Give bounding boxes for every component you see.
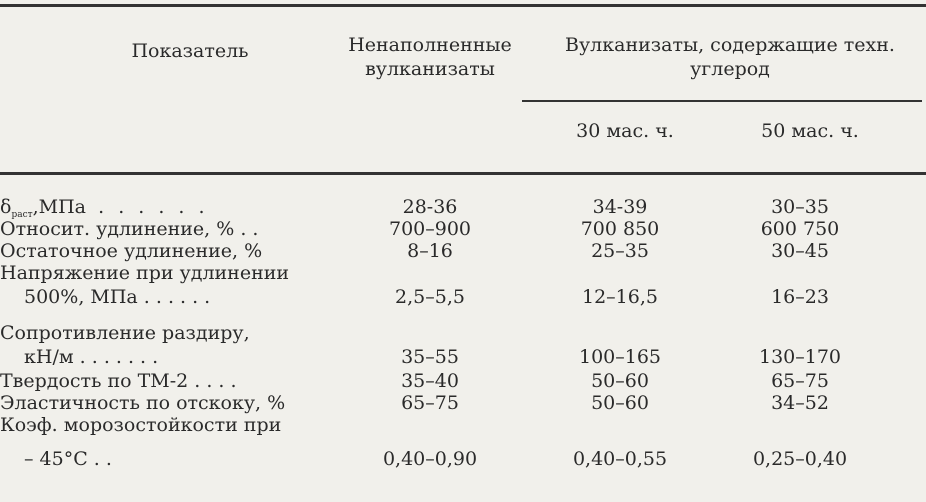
row-label: Относит. удлинение, % . . xyxy=(0,218,259,240)
row-label: Остаточное удлинение, % xyxy=(0,240,263,262)
row-label-continuation: – 45°C . . xyxy=(24,448,112,470)
header-30-parts: 30 мас. ч. xyxy=(576,120,674,142)
table-top-rule xyxy=(0,4,926,7)
cell-50: 130–170 xyxy=(758,346,842,368)
cell-50: 0,25–0,40 xyxy=(752,448,848,470)
row-label: Твердость по ТМ-2 . . . . xyxy=(0,370,237,392)
cell-unfilled: 35–40 xyxy=(401,370,459,392)
header-filled-line1: Вулканизаты, содержащие техн. xyxy=(565,34,895,56)
cell-30: 34-39 xyxy=(592,196,648,218)
cell-30: 12–16,5 xyxy=(582,286,658,308)
cell-unfilled: 65–75 xyxy=(401,392,459,414)
cell-50: 65–75 xyxy=(771,370,829,392)
header-filled-line2: углерод xyxy=(690,58,770,80)
cell-unfilled: 35–55 xyxy=(401,346,459,368)
cell-30: 100–165 xyxy=(578,346,662,368)
row-label: Сопротивление раздиру, xyxy=(0,322,250,344)
cell-50: 30–45 xyxy=(771,240,829,262)
cell-50: 30–35 xyxy=(771,196,829,218)
cell-30: 25–35 xyxy=(591,240,649,262)
header-50-parts: 50 мас. ч. xyxy=(761,120,859,142)
cell-30: 50–60 xyxy=(591,392,649,414)
row-label: $\delta_{раст},МПа$ . . . . . . xyxy=(0,196,209,220)
cell-30: 0,40–0,55 xyxy=(572,448,668,470)
cell-50: 34–52 xyxy=(771,392,829,414)
cell-30: 700 850 xyxy=(580,218,660,240)
cell-unfilled: 700–900 xyxy=(388,218,472,240)
header-unfilled-line1: Ненаполненные xyxy=(348,34,512,56)
cell-50: 16–23 xyxy=(771,286,829,308)
row-label: Коэф. морозостойкости при xyxy=(0,414,282,436)
subheader-rule xyxy=(522,100,922,102)
cell-unfilled: 28-36 xyxy=(402,196,458,218)
row-label-continuation: кН/м . . . . . . . xyxy=(24,346,159,368)
row-label: Напряжение при удлинении xyxy=(0,262,290,284)
cell-30: 50–60 xyxy=(591,370,649,392)
cell-50: 600 750 xyxy=(760,218,840,240)
header-indicator: Показатель xyxy=(131,40,249,62)
table-header-bottom-rule xyxy=(0,172,926,175)
cell-unfilled: 2,5–5,5 xyxy=(395,286,465,308)
cell-unfilled: 0,40–0,90 xyxy=(382,448,478,470)
header-unfilled-line2: вулканизаты xyxy=(365,58,495,80)
cell-unfilled: 8–16 xyxy=(407,240,453,262)
row-label: Эластичность по отскоку, % xyxy=(0,392,286,414)
row-label-continuation: 500%, МПа . . . . . . xyxy=(24,286,211,308)
